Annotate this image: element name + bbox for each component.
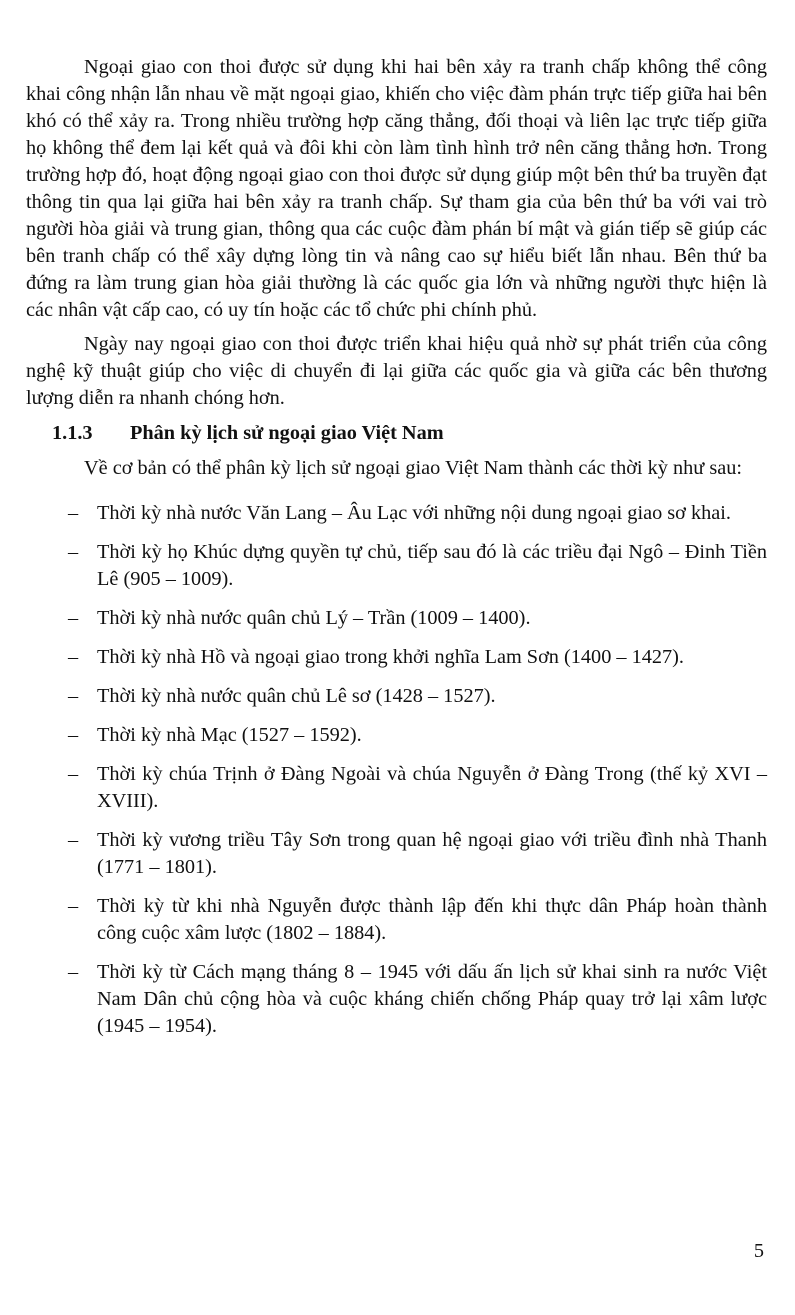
list-item-text: Thời kỳ họ Khúc dựng quyền tự chủ, tiếp sau đó là các triều đại Ngô – Đinh Tiền Lê (905 – 1009). xyxy=(97,541,767,590)
section-title: Phân kỳ lịch sử ngoại giao Việt Nam xyxy=(130,422,444,444)
document-page xyxy=(26,54,767,1052)
dash-bullet: – xyxy=(68,607,79,629)
dash-bullet: – xyxy=(68,763,79,785)
list-item-text: Thời kỳ nhà nước Văn Lang – Âu Lạc với những nội dung ngoại giao sơ khai. xyxy=(97,502,731,524)
list-item-text: Thời kỳ từ khi nhà Nguyễn được thành lập đến khi thực dân Pháp hoàn thành công cuộc xâm lược (1802 – 1884). xyxy=(97,895,767,944)
list-item-text: Thời kỳ vương triều Tây Sơn trong quan hệ ngoại giao với triều đình nhà Thanh (1771 – 1801). xyxy=(97,829,767,878)
list-item xyxy=(26,827,767,881)
list-item xyxy=(26,722,767,749)
dash-bullet: – xyxy=(68,895,79,917)
list-item xyxy=(26,539,767,593)
list-item-text: Thời kỳ nhà nước quân chủ Lê sơ (1428 – 1527). xyxy=(97,685,496,707)
list-item-text: Thời kỳ nhà Mạc (1527 – 1592). xyxy=(97,724,362,746)
paragraph-intro: Về cơ bản có thể phân kỳ lịch sử ngoại giao Việt Nam thành các thời kỳ như sau: xyxy=(84,457,743,479)
dash-bullet: – xyxy=(68,961,79,983)
list-item-text: Thời kỳ nhà Hồ và ngoại giao trong khởi nghĩa Lam Sơn (1400 – 1427). xyxy=(97,646,685,668)
list-item-text: Thời kỳ từ Cách mạng tháng 8 – 1945 với dấu ấn lịch sử khai sinh ra nước Việt Nam Dân chủ cộng hòa và cuộc kháng chiến chống Pháp quay trở lại xâm lược (1945 – 1954). xyxy=(97,961,767,1037)
list-item-text: Thời kỳ nhà nước quân chủ Lý – Trần (1009 – 1400). xyxy=(97,607,531,629)
dash-bullet: – xyxy=(68,829,79,851)
paragraph-technology: Ngày nay ngoại giao con thoi được triển khai hiệu quả nhờ sự phát triển của công nghệ kỹ thuật giúp cho việc di chuyển đi lại giữa các quốc gia và giữa các bên thương lượng diễn ra nhanh chóng hơn. xyxy=(26,333,767,409)
dash-bullet: – xyxy=(68,724,79,746)
dash-bullet: – xyxy=(68,685,79,707)
list-item xyxy=(26,683,767,710)
list-item xyxy=(26,959,767,1040)
dash-bullet: – xyxy=(68,646,79,668)
list-item-text: Thời kỳ chúa Trịnh ở Đàng Ngoài và chúa Nguyễn ở Đàng Trong (thế kỷ XVI – XVIII). xyxy=(97,763,767,812)
dash-bullet: – xyxy=(68,541,79,563)
page-number: 5 xyxy=(753,1240,764,1262)
list-item xyxy=(26,644,767,671)
section-number: 1.1.3 xyxy=(52,422,93,444)
list-item xyxy=(26,893,767,947)
period-list xyxy=(26,500,767,1040)
list-item xyxy=(26,761,767,815)
paragraph-shuttle-diplomacy: Ngoại giao con thoi được sử dụng khi hai bên xảy ra tranh chấp không thể công khai công nhận lẫn nhau về mặt ngoại giao, khiến cho việc đàm phán trực tiếp giữa hai bên khó có thể xảy ra. Trong nhiều trường hợp căng thẳng, đối thoại và liên lạc trực tiếp giữa họ không thể đem lại kết quả và đôi khi còn làm tình hình trở nên căng thẳng hơn. Trong trường hợp đó, hoạt động ngoại giao con thoi được sử dụng giúp một bên thứ ba truyền đạt thông tin qua lại giữa hai bên xảy ra tranh chấp. Sự tham gia của bên thứ ba với vai trò người hòa giải và trung gian, thông qua các cuộc đàm phán bí mật và gián tiếp sẽ giúp các bên tranh chấp có thể xây dựng lòng tin và nâng cao sự hiểu biết lẫn nhau. Bên thứ ba đứng ra làm trung gian hòa giải thường là các quốc gia lớn và những người thực hiện là các nhân vật cấp cao, có uy tín hoặc các tổ chức phi chính phủ. xyxy=(26,56,767,321)
dash-bullet: – xyxy=(68,502,79,524)
list-item xyxy=(26,605,767,632)
section-heading xyxy=(26,420,767,447)
list-item xyxy=(26,500,767,527)
